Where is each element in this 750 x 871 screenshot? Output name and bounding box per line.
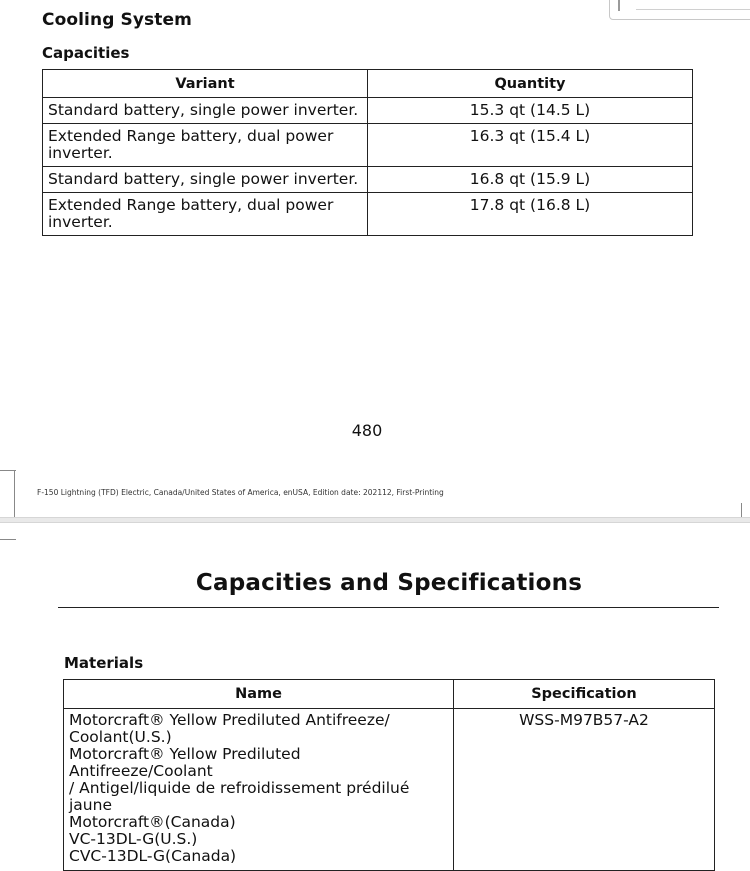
quantity-cell: 16.3 qt (15.4 L): [368, 124, 693, 167]
crop-mark-line-left: [14, 470, 15, 520]
column-header-variant: Variant: [43, 70, 368, 98]
table-row: [43, 124, 693, 167]
section-title: Cooling System: [42, 10, 192, 30]
table-header-row: [64, 680, 715, 709]
capacities-table: [42, 69, 693, 236]
material-name-line: / Antigel/liquide de refroidissement prédilué jaune: [69, 779, 410, 814]
material-name-line: CVC-13DL-G(Canada): [69, 847, 237, 865]
quantity-cell: 15.3 qt (14.5 L): [368, 98, 693, 124]
material-name-line: Motorcraft® Yellow Prediluted Antifreeze/Coolant: [69, 745, 301, 780]
table-row: [43, 98, 693, 124]
materials-table: [63, 679, 715, 871]
chapter-title-rule: [58, 607, 719, 608]
chapter-title: Capacities and Specifications: [195, 570, 583, 596]
column-header-specification: Specification: [454, 680, 715, 709]
crop-mark-line-right: [741, 503, 742, 517]
quantity-cell: 16.8 qt (15.9 L): [368, 167, 693, 193]
viewer-panel-bar: [618, 0, 620, 11]
variant-cell: Extended Range battery, dual power inverter.: [43, 193, 368, 236]
variant-cell: Standard battery, single power inverter.: [43, 98, 368, 124]
variant-cell: Extended Range battery, dual power inverter.: [43, 124, 368, 167]
materials-subtitle: Materials: [64, 654, 144, 672]
quantity-cell: 17.8 qt (16.8 L): [368, 193, 693, 236]
specification-cell: WSS-M97B57-A2: [454, 709, 715, 871]
table-row: [43, 167, 693, 193]
column-header-quantity: Quantity: [368, 70, 693, 98]
material-name-cell: [64, 709, 454, 871]
variant-cell: Standard battery, single power inverter.: [43, 167, 368, 193]
page-footer: F-150 Lightning (TFD) Electric, Canada/United States of America, enUSA, Edition date: 202112, First-Printing: [37, 488, 444, 497]
table-row: [43, 193, 693, 236]
table-header-row: [43, 70, 693, 98]
column-header-name: Name: [64, 680, 454, 709]
material-name-line: Motorcraft® Yellow Prediluted Antifreeze/: [69, 711, 390, 729]
material-name-line: VC-13DL-G(U.S.): [69, 830, 198, 848]
material-name-line: Motorcraft®(Canada): [69, 813, 236, 831]
page-separator: [0, 517, 750, 523]
page-number: 480: [351, 421, 383, 440]
material-name-line: Coolant(U.S.): [69, 728, 172, 746]
viewer-panel-rule: [636, 9, 750, 10]
viewer-panel-corner: [609, 0, 750, 20]
table-row: [64, 709, 715, 871]
capacities-subtitle: Capacities: [42, 44, 130, 62]
